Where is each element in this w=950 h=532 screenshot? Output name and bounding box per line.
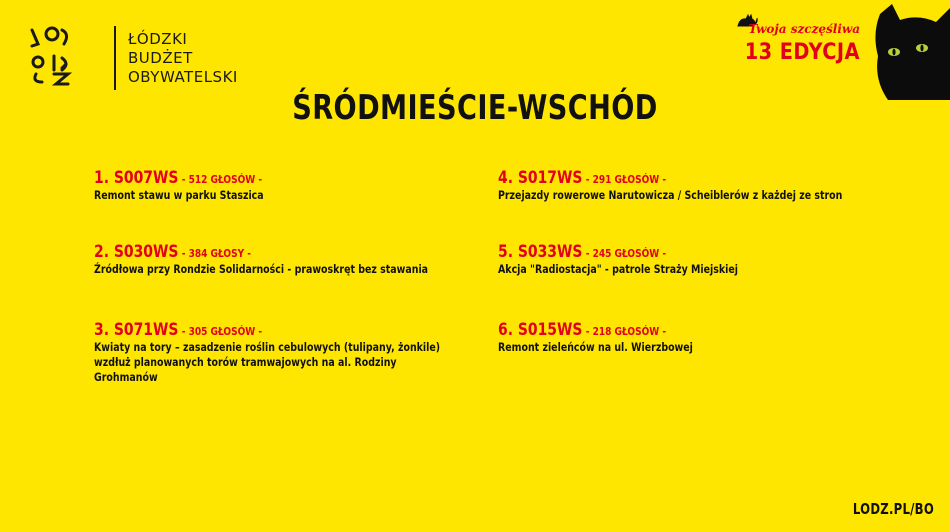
black-cat-icon <box>870 0 950 100</box>
project-description: Remont zieleńców na ul. Wierzbowej <box>498 340 693 354</box>
project-description: Remont stawu w parku Staszica <box>94 188 264 202</box>
project-item <box>94 168 514 203</box>
project-item <box>94 320 514 385</box>
logo-divider <box>114 26 116 90</box>
district-title: ŚRÓDMIEŚCIE-WSCHÓD <box>292 88 658 128</box>
logo-line-1: ŁÓDZKI <box>128 30 188 48</box>
project-code: 1. S007WS <box>94 168 179 188</box>
edition-badge <box>730 8 860 64</box>
project-description: Kwiaty na tory – zasadzenie roślin cebulowych (tulipany, żonkile) wzdłuż planowanych torów tramwajowych na al. Rodziny Grohmanów <box>94 340 441 384</box>
project-votes: - 218 GŁOSÓW - <box>585 325 667 338</box>
lodz-logo-icon <box>28 24 74 90</box>
project-description: Przejazdy rowerowe Narutowicza / Scheiblerów z każdej ze stron <box>498 188 843 202</box>
project-code: 3. S071WS <box>94 320 179 340</box>
project-code: 4. S017WS <box>498 168 583 188</box>
project-votes: - 245 GŁOSÓW - <box>585 247 667 260</box>
project-item <box>94 242 514 277</box>
project-description: Źródłowa przy Rondzie Solidarności - prawoskręt bez stawania <box>94 262 429 276</box>
project-votes: - 512 GŁOSÓW - <box>181 173 263 186</box>
logo-line-3: OBYWATELSKI <box>128 68 238 86</box>
project-item <box>498 168 918 203</box>
logo-line-2: BUDŻET <box>128 49 193 67</box>
edition-number: 13 EDYCJA <box>744 40 860 65</box>
project-item <box>498 242 918 277</box>
budget-logo <box>28 24 268 94</box>
project-votes: - 384 GŁOSY - <box>181 247 252 260</box>
edition-tagline: Twoja szczęśliwa <box>748 22 860 36</box>
project-code: 6. S015WS <box>498 320 583 340</box>
website-link[interactable]: LODZ.PL/BO <box>852 500 934 518</box>
project-code: 2. S030WS <box>94 242 179 262</box>
project-votes: - 291 GŁOSÓW - <box>585 173 667 186</box>
project-votes: - 305 GŁOSÓW - <box>181 325 263 338</box>
project-item <box>498 320 918 355</box>
logo-wordmark <box>128 30 238 87</box>
project-code: 5. S033WS <box>498 242 583 262</box>
project-description: Akcja "Radiostacja" - patrole Straży Miejskiej <box>498 262 738 276</box>
